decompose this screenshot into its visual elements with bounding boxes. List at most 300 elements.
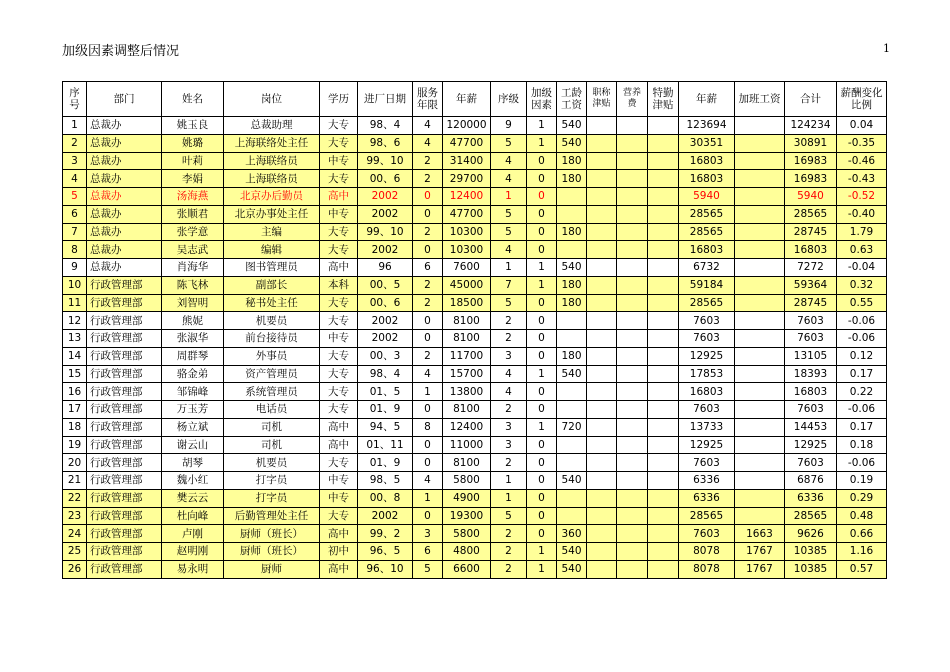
- table-cell: [557, 454, 587, 472]
- table-row: [63, 560, 887, 578]
- table-cell: 7: [63, 223, 87, 241]
- table-cell: 图书管理员: [224, 259, 320, 277]
- table-cell: 0: [527, 472, 557, 490]
- table-row: [63, 241, 887, 259]
- table-cell: 机要员: [224, 454, 320, 472]
- table-cell: [735, 383, 785, 401]
- table-cell: [648, 472, 679, 490]
- table-cell: 行政管理部: [87, 330, 162, 348]
- table-cell: 6600: [443, 560, 491, 578]
- table-cell: 司机: [224, 436, 320, 454]
- table-cell: [617, 525, 648, 543]
- table-cell: [617, 436, 648, 454]
- table-cell: 1767: [735, 543, 785, 561]
- table-cell: 0.17: [837, 418, 887, 436]
- table-cell: 7603: [785, 312, 837, 330]
- table-cell: 3: [491, 347, 527, 365]
- table-cell: 5: [491, 507, 527, 525]
- table-cell: [617, 294, 648, 312]
- table-cell: 720: [557, 418, 587, 436]
- table-cell: -0.43: [837, 170, 887, 188]
- table-cell: 29700: [443, 170, 491, 188]
- table-cell: [648, 560, 679, 578]
- table-cell: 6336: [785, 489, 837, 507]
- table-row: [63, 276, 887, 294]
- header-row: [63, 82, 887, 117]
- table-cell: [587, 418, 617, 436]
- table-cell: [648, 170, 679, 188]
- table-cell: 汤海燕: [162, 188, 224, 206]
- table-cell: 28565: [679, 205, 735, 223]
- table-cell: 大专: [320, 294, 358, 312]
- table-cell: [648, 205, 679, 223]
- table-cell: 9: [63, 259, 87, 277]
- table-cell: 大专: [320, 241, 358, 259]
- table-cell: 2: [491, 560, 527, 578]
- table-cell: 47700: [443, 205, 491, 223]
- table-cell: 01、5: [358, 383, 413, 401]
- table-cell: 10: [63, 276, 87, 294]
- table-cell: 0: [527, 525, 557, 543]
- table-cell: [648, 383, 679, 401]
- table-cell: 樊云云: [162, 489, 224, 507]
- table-cell: 25: [63, 543, 87, 561]
- table-cell: [617, 383, 648, 401]
- table-cell: 魏小红: [162, 472, 224, 490]
- table-cell: 540: [557, 134, 587, 152]
- column-header: 年薪: [679, 82, 735, 117]
- table-cell: 98、4: [358, 365, 413, 383]
- table-cell: 15700: [443, 365, 491, 383]
- table-cell: 后勤管理处主任: [224, 507, 320, 525]
- table-cell: 45000: [443, 276, 491, 294]
- table-cell: -0.46: [837, 152, 887, 170]
- table-cell: 0: [527, 507, 557, 525]
- table-cell: 高中: [320, 436, 358, 454]
- table-cell: 北京办事处主任: [224, 205, 320, 223]
- table-cell: 谢云山: [162, 436, 224, 454]
- table-cell: 大专: [320, 117, 358, 135]
- table-cell: [617, 560, 648, 578]
- table-cell: 00、6: [358, 170, 413, 188]
- table-cell: 中专: [320, 152, 358, 170]
- table-cell: [735, 418, 785, 436]
- column-header: 加班工资: [735, 82, 785, 117]
- table-cell: 行政管理部: [87, 312, 162, 330]
- table-cell: 0.63: [837, 241, 887, 259]
- table-cell: 360: [557, 525, 587, 543]
- table-cell: 99、10: [358, 223, 413, 241]
- table-row: [63, 152, 887, 170]
- table-cell: [587, 152, 617, 170]
- table-cell: 李娟: [162, 170, 224, 188]
- table-cell: [617, 543, 648, 561]
- table-cell: 01、9: [358, 454, 413, 472]
- table-cell: 13: [63, 330, 87, 348]
- column-header: 序级: [491, 82, 527, 117]
- table-cell: -0.52: [837, 188, 887, 206]
- table-cell: 16803: [785, 241, 837, 259]
- salary-table: [62, 81, 887, 579]
- table-cell: 16983: [785, 152, 837, 170]
- table-cell: 本科: [320, 276, 358, 294]
- table-cell: 124234: [785, 117, 837, 135]
- table-cell: [735, 205, 785, 223]
- table-cell: 6336: [679, 472, 735, 490]
- table-row: [63, 170, 887, 188]
- table-cell: [648, 330, 679, 348]
- table-cell: 13733: [679, 418, 735, 436]
- table-body: [63, 117, 887, 579]
- table-cell: 大专: [320, 223, 358, 241]
- table-cell: 10300: [443, 241, 491, 259]
- table-cell: [617, 241, 648, 259]
- table-cell: 16: [63, 383, 87, 401]
- table-cell: 28745: [785, 294, 837, 312]
- table-cell: -0.04: [837, 259, 887, 277]
- table-cell: 15: [63, 365, 87, 383]
- table-cell: 180: [557, 347, 587, 365]
- table-cell: 12925: [679, 436, 735, 454]
- table-cell: 0.29: [837, 489, 887, 507]
- table-cell: 4: [413, 134, 443, 152]
- table-cell: 姚璐: [162, 134, 224, 152]
- table-cell: 高中: [320, 259, 358, 277]
- table-cell: [617, 454, 648, 472]
- table-cell: 28745: [785, 223, 837, 241]
- table-cell: [617, 223, 648, 241]
- table-cell: 16803: [785, 383, 837, 401]
- column-header: 薪酬变化 比例: [837, 82, 887, 117]
- table-cell: 2: [491, 454, 527, 472]
- table-cell: 24: [63, 525, 87, 543]
- table-cell: 5: [63, 188, 87, 206]
- table-cell: [587, 543, 617, 561]
- table-cell: 总裁办: [87, 241, 162, 259]
- table-cell: -0.06: [837, 454, 887, 472]
- table-cell: 2: [413, 170, 443, 188]
- table-cell: [617, 489, 648, 507]
- table-cell: 2002: [358, 312, 413, 330]
- table-cell: 易永明: [162, 560, 224, 578]
- table-cell: 行政管理部: [87, 294, 162, 312]
- table-cell: 7603: [679, 454, 735, 472]
- table-cell: 00、5: [358, 276, 413, 294]
- table-cell: 行政管理部: [87, 543, 162, 561]
- table-cell: [735, 347, 785, 365]
- table-cell: 秘书处主任: [224, 294, 320, 312]
- table-cell: 6: [63, 205, 87, 223]
- table-cell: 180: [557, 170, 587, 188]
- table-cell: 5: [491, 223, 527, 241]
- table-cell: 11700: [443, 347, 491, 365]
- table-cell: 行政管理部: [87, 401, 162, 419]
- table-cell: [587, 401, 617, 419]
- table-cell: 8078: [679, 543, 735, 561]
- table-cell: [735, 330, 785, 348]
- table-cell: [648, 401, 679, 419]
- table-cell: -0.35: [837, 134, 887, 152]
- table-cell: 4: [491, 383, 527, 401]
- table-cell: 0: [527, 188, 557, 206]
- table-cell: [648, 365, 679, 383]
- table-cell: 7603: [679, 312, 735, 330]
- table-cell: 1.79: [837, 223, 887, 241]
- table-cell: [735, 401, 785, 419]
- table-cell: 2002: [358, 205, 413, 223]
- table-cell: 00、6: [358, 294, 413, 312]
- table-row: [63, 436, 887, 454]
- table-cell: [587, 170, 617, 188]
- table-cell: 北京办后勤员: [224, 188, 320, 206]
- table-cell: 肖海华: [162, 259, 224, 277]
- table-cell: 7603: [679, 401, 735, 419]
- table-cell: [648, 489, 679, 507]
- table-cell: 编辑: [224, 241, 320, 259]
- table-cell: 3: [63, 152, 87, 170]
- table-cell: 总裁办: [87, 188, 162, 206]
- table-cell: 2: [413, 276, 443, 294]
- table-cell: 00、8: [358, 489, 413, 507]
- table-cell: 96: [358, 259, 413, 277]
- table-cell: 20: [63, 454, 87, 472]
- table-cell: [587, 312, 617, 330]
- table-cell: 0.12: [837, 347, 887, 365]
- table-cell: [617, 330, 648, 348]
- table-cell: 2002: [358, 188, 413, 206]
- table-cell: 5: [491, 294, 527, 312]
- table-cell: 30891: [785, 134, 837, 152]
- table-cell: [735, 294, 785, 312]
- table-cell: 7603: [679, 525, 735, 543]
- table-cell: 1: [491, 188, 527, 206]
- table-cell: 4: [413, 117, 443, 135]
- table-cell: 1: [63, 117, 87, 135]
- table-cell: [587, 525, 617, 543]
- table-cell: 5: [491, 134, 527, 152]
- table-cell: 59364: [785, 276, 837, 294]
- table-cell: [735, 223, 785, 241]
- table-cell: 张淑华: [162, 330, 224, 348]
- table-cell: 大专: [320, 347, 358, 365]
- table-cell: [587, 205, 617, 223]
- table-cell: [587, 454, 617, 472]
- table-cell: 4: [413, 365, 443, 383]
- table-cell: [735, 276, 785, 294]
- table-cell: [648, 312, 679, 330]
- table-cell: 1663: [735, 525, 785, 543]
- table-cell: [587, 507, 617, 525]
- table-cell: 0.55: [837, 294, 887, 312]
- table-row: [63, 312, 887, 330]
- table-cell: 7603: [785, 454, 837, 472]
- table-cell: 系统管理员: [224, 383, 320, 401]
- table-cell: 大专: [320, 401, 358, 419]
- table-cell: 6732: [679, 259, 735, 277]
- table-cell: 0.19: [837, 472, 887, 490]
- table-cell: 5: [413, 560, 443, 578]
- table-cell: 7272: [785, 259, 837, 277]
- table-cell: 0: [413, 188, 443, 206]
- table-cell: 2: [491, 312, 527, 330]
- table-cell: [648, 436, 679, 454]
- table-cell: 0.18: [837, 436, 887, 454]
- table-cell: 8: [63, 241, 87, 259]
- table-cell: [735, 454, 785, 472]
- table-cell: 打字员: [224, 472, 320, 490]
- table-cell: 180: [557, 294, 587, 312]
- table-cell: 18: [63, 418, 87, 436]
- table-cell: -0.06: [837, 401, 887, 419]
- table-cell: [735, 188, 785, 206]
- table-cell: [735, 170, 785, 188]
- table-cell: [735, 472, 785, 490]
- table-cell: 28565: [679, 294, 735, 312]
- table-cell: [648, 188, 679, 206]
- table-cell: [648, 134, 679, 152]
- table-cell: 1: [527, 418, 557, 436]
- table-cell: 19: [63, 436, 87, 454]
- table-cell: 张学意: [162, 223, 224, 241]
- table-cell: 3: [413, 525, 443, 543]
- table-cell: 杜向峰: [162, 507, 224, 525]
- table-cell: [648, 454, 679, 472]
- table-cell: 8: [413, 418, 443, 436]
- table-cell: 初中: [320, 543, 358, 561]
- table-cell: [557, 205, 587, 223]
- table-cell: [617, 276, 648, 294]
- table-cell: 吴志武: [162, 241, 224, 259]
- table-cell: 8100: [443, 401, 491, 419]
- table-cell: 2: [413, 347, 443, 365]
- table-cell: 7603: [679, 330, 735, 348]
- table-cell: 刘智明: [162, 294, 224, 312]
- table-cell: 0.04: [837, 117, 887, 135]
- table-cell: 540: [557, 259, 587, 277]
- column-header: 部门: [87, 82, 162, 117]
- table-cell: [557, 507, 587, 525]
- table-cell: 大专: [320, 312, 358, 330]
- table-cell: 打字员: [224, 489, 320, 507]
- table-cell: 30351: [679, 134, 735, 152]
- table-cell: 0: [527, 454, 557, 472]
- table-cell: 0: [527, 401, 557, 419]
- table-cell: 行政管理部: [87, 525, 162, 543]
- table-cell: [587, 472, 617, 490]
- table-cell: 行政管理部: [87, 383, 162, 401]
- table-cell: -0.06: [837, 330, 887, 348]
- table-cell: 总裁办: [87, 152, 162, 170]
- table-cell: 14453: [785, 418, 837, 436]
- table-cell: 1.16: [837, 543, 887, 561]
- table-cell: 4: [491, 152, 527, 170]
- table-cell: 0: [527, 383, 557, 401]
- table-row: [63, 259, 887, 277]
- table-cell: 1: [491, 489, 527, 507]
- table-cell: 5940: [679, 188, 735, 206]
- table-cell: 11: [63, 294, 87, 312]
- table-row: [63, 134, 887, 152]
- table-cell: [735, 152, 785, 170]
- column-header: 加级 因素: [527, 82, 557, 117]
- table-cell: 99、10: [358, 152, 413, 170]
- table-row: [63, 365, 887, 383]
- table-cell: 大专: [320, 170, 358, 188]
- page-number: 1: [883, 42, 890, 55]
- table-cell: 28565: [785, 507, 837, 525]
- table-cell: 1: [491, 472, 527, 490]
- table-cell: -0.40: [837, 205, 887, 223]
- table-cell: 中专: [320, 489, 358, 507]
- table-cell: 6336: [679, 489, 735, 507]
- table-cell: 赵明刚: [162, 543, 224, 561]
- table-row: [63, 472, 887, 490]
- table-cell: 行政管理部: [87, 436, 162, 454]
- table-cell: [617, 312, 648, 330]
- table-cell: 0: [527, 241, 557, 259]
- table-cell: 16803: [679, 383, 735, 401]
- table-row: [63, 454, 887, 472]
- table-cell: 98、5: [358, 472, 413, 490]
- table-cell: 540: [557, 560, 587, 578]
- table-cell: 0: [527, 312, 557, 330]
- table-cell: [557, 401, 587, 419]
- table-cell: [648, 152, 679, 170]
- table-row: [63, 401, 887, 419]
- table-cell: 28565: [679, 507, 735, 525]
- table-cell: 7603: [785, 330, 837, 348]
- table-cell: [617, 418, 648, 436]
- table-cell: 2: [491, 401, 527, 419]
- table-cell: 主编: [224, 223, 320, 241]
- table-cell: 1: [527, 134, 557, 152]
- table-cell: [617, 507, 648, 525]
- table-cell: [735, 365, 785, 383]
- table-cell: [617, 170, 648, 188]
- table-cell: [557, 436, 587, 454]
- table-cell: 0: [413, 312, 443, 330]
- table-row: [63, 489, 887, 507]
- table-cell: 0: [413, 401, 443, 419]
- table-cell: 0: [527, 152, 557, 170]
- table-cell: 2: [413, 294, 443, 312]
- table-cell: 中专: [320, 330, 358, 348]
- table-cell: 26: [63, 560, 87, 578]
- table-cell: 0: [527, 170, 557, 188]
- table-cell: 180: [557, 276, 587, 294]
- table-cell: 28565: [785, 205, 837, 223]
- table-cell: 上海联络员: [224, 152, 320, 170]
- table-cell: [735, 134, 785, 152]
- table-cell: [587, 117, 617, 135]
- table-cell: [587, 241, 617, 259]
- table-cell: -0.06: [837, 312, 887, 330]
- table-cell: 司机: [224, 418, 320, 436]
- table-cell: [557, 330, 587, 348]
- table-cell: 厨师（班长）: [224, 525, 320, 543]
- table-cell: 1: [413, 383, 443, 401]
- table-cell: [648, 223, 679, 241]
- table-row: [63, 223, 887, 241]
- table-cell: 0: [527, 330, 557, 348]
- table-row: [63, 418, 887, 436]
- table-cell: 中专: [320, 472, 358, 490]
- table-cell: 厨师: [224, 560, 320, 578]
- table-cell: 0.57: [837, 560, 887, 578]
- table-cell: [587, 294, 617, 312]
- table-cell: 47700: [443, 134, 491, 152]
- table-cell: [587, 223, 617, 241]
